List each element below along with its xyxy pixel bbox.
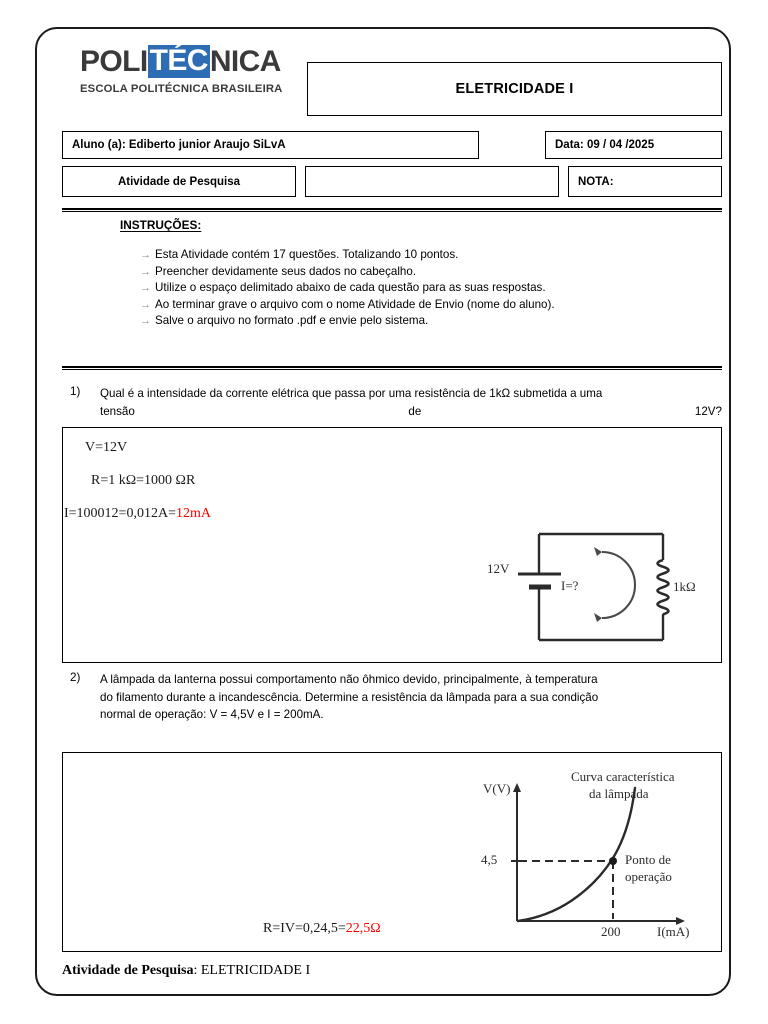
student-name-text — [63, 139, 286, 151]
instruction-item — [140, 297, 722, 314]
header-divider — [62, 208, 722, 212]
student-name-label: Aluno (a): — [72, 139, 129, 151]
chart-curve-title-line2: da lâmpada — [589, 786, 649, 801]
question-1 — [62, 385, 722, 420]
answer-1-line-1: V=12V — [85, 440, 128, 455]
arrow-icon: → — [140, 265, 151, 278]
blank-field-box[interactable] — [305, 166, 559, 197]
logo-text-part2: TÉC — [149, 44, 208, 77]
grade-field[interactable] — [568, 166, 722, 197]
circuit-voltage-label: 12V — [487, 561, 510, 576]
arrow-icon: → — [140, 249, 151, 261]
institution-logo — [80, 45, 310, 95]
question-1-number: 1) — [70, 385, 81, 398]
chart-y-axis-label: V(V) — [483, 781, 511, 796]
answer-2-line-1-black: R=IV=0,24,5= — [263, 921, 346, 936]
question-2-text — [100, 671, 722, 724]
grade-label: NOTA: — [578, 175, 614, 188]
document-footer — [62, 963, 722, 979]
question-2-number: 2) — [70, 671, 81, 684]
instructions-list — [140, 247, 722, 330]
course-title-box — [307, 62, 722, 116]
instructions-divider — [62, 366, 722, 370]
date-text — [546, 139, 654, 151]
question-2 — [62, 671, 722, 724]
instruction-item — [140, 264, 722, 281]
page-title: ELETRICIDADE I — [455, 81, 574, 97]
question-1-text — [100, 385, 722, 420]
question-1-line2-right: 12V? — [694, 404, 722, 418]
chart-point-label-line1: Ponto de — [625, 852, 671, 867]
question-1-line2-mid: de — [408, 404, 422, 418]
instruction-text: Esta Atividade contém 17 questões. Totalizando 10 pontos. — [155, 248, 459, 261]
logo-text-part3: NICA — [209, 44, 281, 78]
answer-2-result: 22,5Ω — [345, 921, 381, 936]
activity-type-box — [62, 166, 296, 197]
footer-separator: : — [193, 963, 201, 978]
instruction-item — [140, 280, 722, 297]
question-1-line2 — [100, 403, 722, 421]
date-field[interactable] — [545, 131, 722, 159]
answer-area-question-2[interactable] — [62, 752, 722, 952]
circuit-resistor-label: 1kΩ — [673, 579, 696, 594]
chart-y-tick-label: 4,5 — [481, 852, 498, 867]
student-name-value: Ediberto junior Araujo SiLvA — [128, 139, 286, 151]
circuit-diagram-question-1 — [481, 528, 711, 648]
footer-value: ELETRICIDADE I — [200, 963, 311, 978]
question-2-line1: A lâmpada da lanterna possui comportamento não ôhmico devido, principalmente, à temperatura — [100, 673, 598, 686]
document-header — [62, 42, 722, 122]
logo-text-part1: POLI — [80, 44, 148, 78]
instruction-item — [140, 313, 722, 330]
logo-subtitle: ESCOLA POLITÉCNICA BRASILEIRA — [80, 83, 283, 95]
circuit-current-label: I=? — [561, 578, 579, 593]
question-1-line2-left: tensão — [100, 404, 135, 418]
arrow-icon: → — [140, 315, 151, 328]
question-1-line1: Qual é a intensidade da corrente elétrica que passa por uma resistência de 1kΩ submetida a uma — [100, 387, 603, 400]
student-name-field[interactable] — [62, 131, 479, 159]
answer-2-line-1 — [263, 921, 381, 937]
logo-wordmark — [80, 45, 310, 78]
instruction-text: Ao terminar grave o arquivo com o nome Atividade de Envio (nome do aluno). — [155, 297, 555, 311]
arrow-icon: → — [140, 298, 151, 311]
chart-point-label-line2: operação — [625, 869, 672, 884]
chart-x-tick-label: 200 — [601, 924, 621, 939]
answer-1-result: 12mA — [175, 506, 211, 521]
answer-1-line-3 — [63, 506, 721, 522]
date-label: Data: — [555, 139, 587, 151]
instruction-item — [140, 247, 722, 264]
question-2-line3: normal de operação: V = 4,5V e I = 200mA. — [100, 708, 324, 721]
date-value: 09 / 04 /2025 — [586, 139, 655, 151]
lamp-characteristic-chart — [461, 761, 719, 951]
answer-area-question-1[interactable] — [62, 427, 722, 663]
activity-type-label: Atividade de Pesquisa — [117, 175, 241, 188]
footer-label: Atividade de Pesquisa — [62, 963, 194, 978]
answer-1-line-2: R=1 kΩ=1000 ΩR — [91, 473, 196, 488]
instruction-text: Preencher devidamente seus dados no cabeçalho. — [155, 264, 417, 278]
instructions-heading: INSTRUÇÕES: — [120, 218, 202, 232]
instruction-text: Utilize o espaço delimitado abaixo de cada questão para as suas respostas. — [155, 281, 546, 295]
answer-1-line-3-black: I=100012=0,012A= — [64, 506, 176, 521]
instructions-section — [62, 218, 722, 330]
question-2-line2: do filamento durante a incandescência. Determine a resistência da lâmpada para a sua condição — [100, 690, 599, 704]
chart-curve-title-line1: Curva característica — [571, 769, 675, 784]
instruction-text: Salve o arquivo no formato .pdf e envie pelo sistema. — [155, 314, 429, 328]
chart-x-axis-label: I(mA) — [657, 924, 690, 939]
arrow-icon: → — [140, 282, 151, 295]
